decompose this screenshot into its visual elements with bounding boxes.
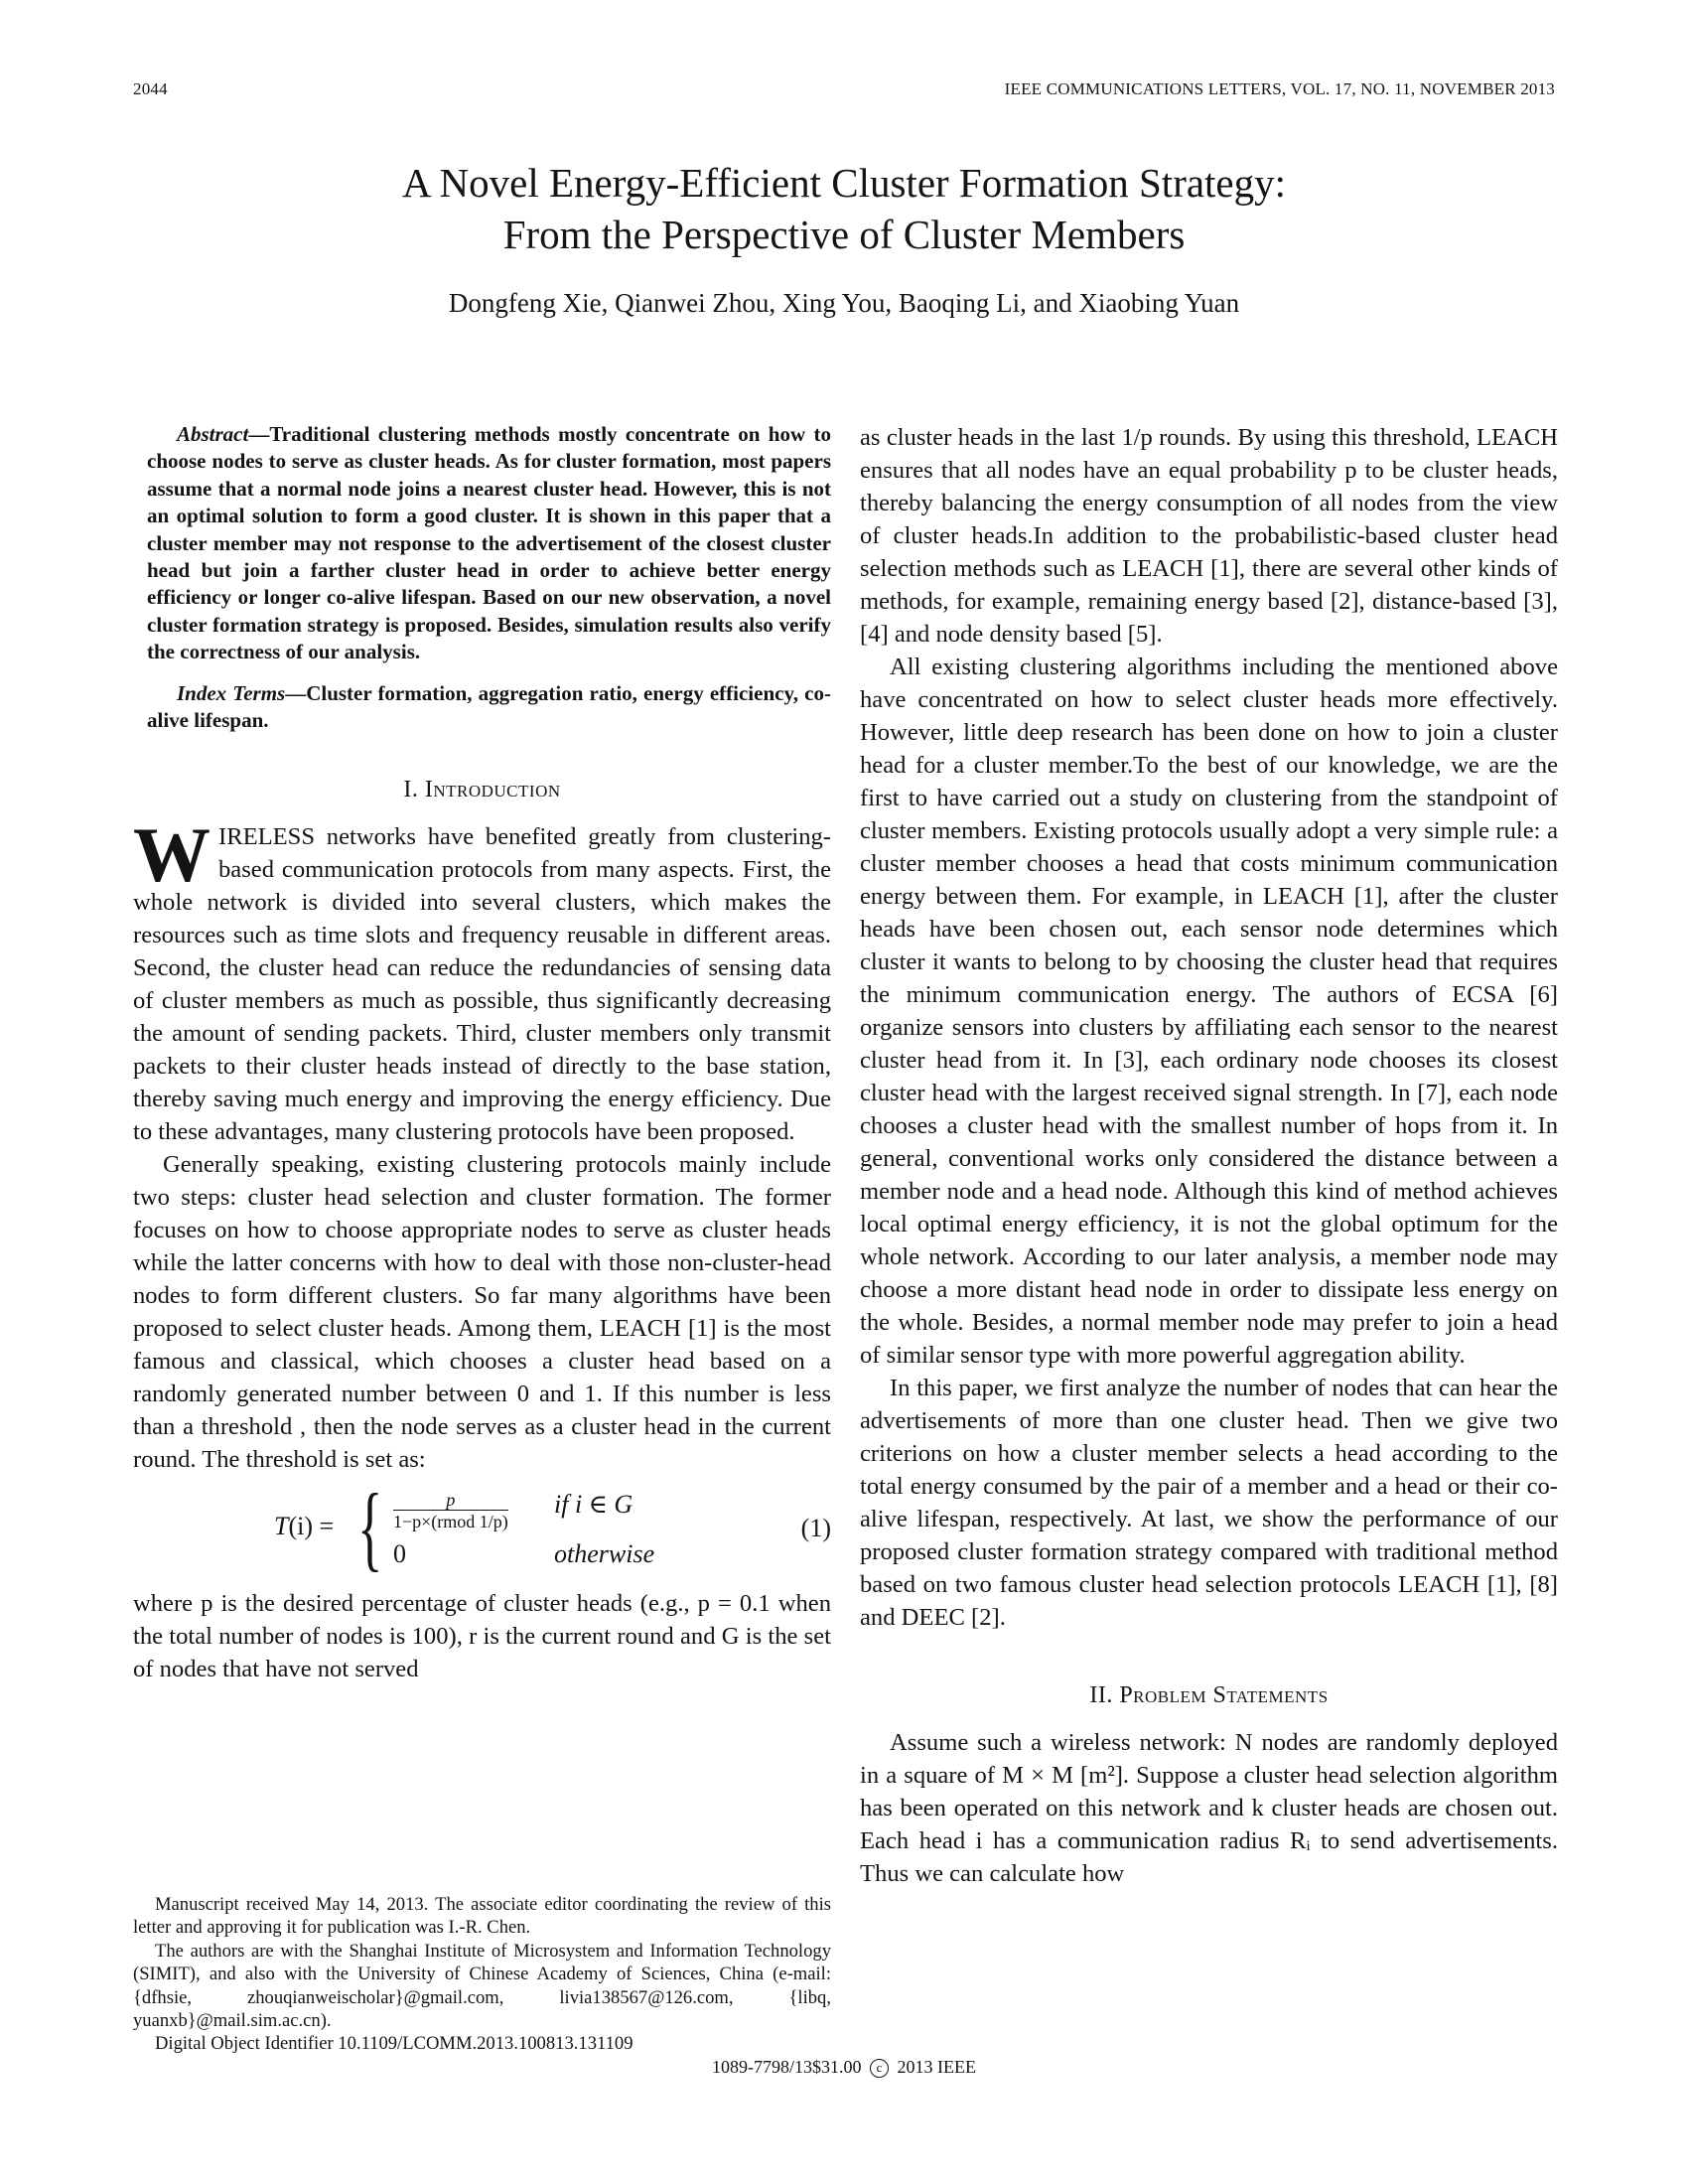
abstract-text: Traditional clustering methods mostly concentrate on how to choose nodes to serve as cluster heads. As for cluster formation, most papers assume that a normal node joins a nearest cluster head. However, this is not an optimal solution to form a good cluster. It is shown in this paper that a cluster member may not response to the advertisement of the closest cluster head but join a farther cluster head in order to achieve better energy efficiency or longer co-alive lifespan. Based on our new observation, a novel cluster formation strategy is proposed. Besides, simulation results also verify the correctness of our analysis. bbox=[147, 422, 831, 664]
index-terms-label: Index Terms bbox=[177, 680, 286, 705]
intro-paragraph-1 bbox=[133, 811, 831, 1148]
author-list: Dongfeng Xie, Qianwei Zhou, Xing You, Baoqing Li, and Xiaobing Yuan bbox=[448, 288, 1240, 318]
intro-paragraph-3-continued: as cluster heads in the last 1/p rounds. By using this threshold, LEACH ensures that all nodes have an equal probability p to be cluster heads, thereby balancing the energy consumption of all nodes from the view of cluster heads.In addition to the probabilistic-based cluster head selection methods such as LEACH [1], there are several other kinds of methods, for example, remaining energy based [2], distance-based [3], [4] and node density based [5]. bbox=[860, 424, 1558, 648]
equation-case-1-condition: if i ∈ G bbox=[554, 1490, 633, 1520]
section-numeral: I. bbox=[403, 777, 425, 803]
section-numeral: II. bbox=[1089, 1682, 1120, 1708]
footnotes bbox=[133, 1893, 831, 2056]
intro-paragraph-2: Generally speaking, existing clustering protocols mainly include two steps: cluster head selection and cluster formation. The former focuses on how to choose appropriate nodes to serve as cluster heads while the latter concerns with how to deal with those non-cluster-head nodes to form different clusters. So far many algorithms have been proposed to select cluster heads. Among them, LEACH [1] is the most famous and classical, which chooses a cluster head based on a randomly generated number between 0 and 1. If this number is less than a threshold , then the node serves as a cluster head in the current round. The threshold is set as: bbox=[133, 1151, 831, 1474]
equation-case-2-value: 0 bbox=[393, 1539, 406, 1569]
section-heading-introduction bbox=[133, 774, 831, 806]
equation-case-2-condition: otherwise bbox=[554, 1539, 655, 1569]
copyright-year-org: 2013 IEEE bbox=[897, 2057, 976, 2077]
left-brace-icon: { bbox=[357, 1474, 383, 1581]
copyright-icon: c bbox=[870, 2059, 889, 2078]
paragraph-text: IRELESS networks have benefited greatly from clustering-based communication protocols from many aspects. First, the whole network is divided into several clusters, which makes the resources such as time slots and frequency reusable in different areas. Second, the cluster head can reduce the redundancies of sensing data of cluster members as much as possible, thus significantly decreasing the amount of sending packets. Third, cluster members only transmit packets to their cluster heads instead of directly to the base station, thereby saving much energy and improving the energy efficiency. Due to these advantages, many clustering protocols have been proposed. bbox=[133, 823, 831, 1146]
equation-number: (1) bbox=[800, 1514, 831, 1543]
fraction-denominator: 1−p×(rmod 1/p) bbox=[393, 1512, 508, 1532]
title-line-1: A Novel Energy-Efficient Cluster Formation Strategy: bbox=[401, 160, 1287, 206]
page-number: 2044 bbox=[133, 79, 168, 98]
equation-1 bbox=[133, 1474, 831, 1581]
title-line-2: From the Perspective of Cluster Members bbox=[502, 212, 1186, 257]
left-column bbox=[133, 421, 831, 1685]
section-title: Problem Statements bbox=[1119, 1682, 1329, 1708]
footnote-received: Manuscript received May 14, 2013. The associate editor coordinating the review of this letter and approving it for publication was I.-R. Chen. bbox=[133, 1894, 831, 1939]
abstract-label: Abstract bbox=[177, 422, 249, 446]
abstract-dash: — bbox=[248, 422, 270, 446]
footnote-doi: Digital Object Identifier 10.1109/LCOMM.2013.100813.131109 bbox=[155, 2033, 633, 2055]
index-terms bbox=[133, 680, 831, 735]
fraction-numerator: p bbox=[393, 1490, 508, 1511]
copyright-line bbox=[0, 2057, 1688, 2078]
intro-paragraph-3: where p is the desired percentage of cluster heads (e.g., p = 0.1 when the total number of nodes is 100), r is the current round and G is the set of nodes that have not served bbox=[133, 1590, 831, 1683]
paper-title bbox=[0, 157, 1688, 260]
abstract bbox=[133, 421, 831, 666]
section-heading-problem-statements bbox=[860, 1679, 1558, 1712]
equation-lhs bbox=[274, 1510, 334, 1542]
intro-paragraph-5: In this paper, we first analyze the number of nodes that can hear the advertisements of more than one cluster head. Then we give two criterions on how a cluster member selects a head according to the total energy consumed by the pair of a member and a head or their co-alive lifespan, respectively. At last, we show the performance of our proposed cluster formation strategy compared with traditional method based on two famous cluster head selection protocols LEACH [1], [8] and DEEC [2]. bbox=[860, 1375, 1558, 1631]
intro-paragraph-4: All existing clustering algorithms including the mentioned above have concentrated on how to select cluster heads more effectively. However, little deep research has been done on how to join a cluster head for a cluster member.To the best of our knowledge, we are the first to have carried out a study on clustering from the standpoint of cluster members. Existing protocols usually adopt a very simple rule: a cluster member chooses a head that costs minimum communication energy between them. For example, in LEACH [1], after the cluster heads have been chosen out, each sensor node determines which cluster it wants to belong to by choosing the cluster head that requires the minimum communication energy. The authors of ECSA [6] organize sensors into clusters by affiliating each sensor to the nearest cluster head from it. In [3], each ordinary node chooses its closest cluster head with the largest received signal strength. In [7], each node chooses a cluster head with the smallest number of hops from it. In general, conventional works only considered the distance between a member node and a head node. Although this kind of method achieves local optimal energy efficiency, it is not the global optimum for the whole network. According to our later analysis, a member node may choose a more distant head node in order to dissipate less energy on the whole. Besides, a normal member node may prefer to join a head of similar sensor type with more powerful aggregation ability. bbox=[860, 654, 1558, 1369]
drop-cap: W bbox=[133, 811, 211, 899]
index-terms-text: Cluster formation, aggregation ratio, energy efficiency, co-alive lifespan. bbox=[147, 680, 831, 733]
footnote-affiliation: The authors are with the Shanghai Institute of Microsystem and Information Technology (SIMIT), and also with the University of Chinese Academy of Sciences, China (e-mail: {dfhsie, zhouqianweischolar}@gmail.com, livia138567@126.com, {libq, yuanxb}@mail.sim.ac.cn). bbox=[133, 1940, 831, 2032]
problem-paragraph-1: Assume such a wireless network: N nodes are randomly deployed in a square of M × M [m²]. Suppose a cluster head selection algorithm has been operated on this network and k cluster heads are chosen out. Each head i has a communication radius Rᵢ to send advertisements. Thus we can calculate how bbox=[860, 1729, 1558, 1887]
equation-argument: (i) = bbox=[288, 1512, 335, 1541]
equation-fraction bbox=[393, 1490, 508, 1532]
journal-citation: IEEE COMMUNICATIONS LETTERS, VOL. 17, NO. 11, NOVEMBER 2013 bbox=[1004, 79, 1555, 98]
index-terms-dash: — bbox=[285, 680, 307, 705]
equation-function: T bbox=[274, 1512, 289, 1541]
section-title: Introduction bbox=[424, 777, 561, 803]
running-head bbox=[133, 79, 1555, 99]
issn-price: 1089-7798/13$31.00 bbox=[712, 2057, 862, 2077]
right-column bbox=[860, 421, 1558, 1890]
